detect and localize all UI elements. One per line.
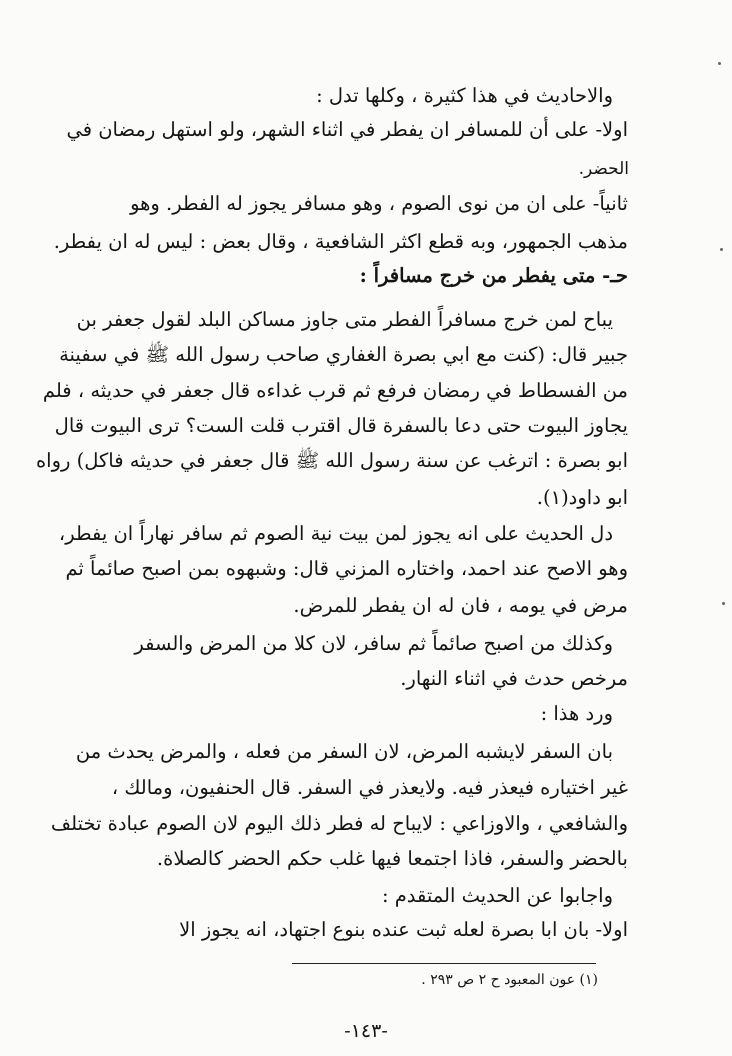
text-line-2: اولا- على أن للمسافر ان يفطر في اثناء الشهر، ولو استهل رمضان في [66, 118, 628, 141]
text-line-10: يجاوز البيوت حتى دعا بالسفرة قال اقترب قلت الست؟ ترى البيوت قال [54, 414, 628, 437]
text-line-18: ورد هذا : [540, 702, 613, 725]
section-heading: حـ- متى يفطر من خرج مسافراً : [359, 264, 628, 287]
text-line-7: يباح لمن خرج مسافراً الفطر متى جاوز مساكن البلد لقول جعفر بن [76, 308, 613, 331]
text-line-16: وكذلك من اصبح صائماً ثم سافر، لان كلا من المرض والسفر [134, 632, 613, 655]
scan-speck [722, 602, 725, 605]
text-line-1: والاحاديث في هذا كثيرة ، وكلها تدل : [316, 84, 613, 107]
text-line-4: ثانياً- على ان من نوى الصوم ، وهو مسافر يجوز له الفطر. وهو [130, 192, 628, 215]
text-line-13: دل الحديث على انه يجوز لمن بيت نية الصوم ثم سافر نهاراً ان يفطر، [58, 522, 613, 545]
scan-speck [720, 248, 723, 251]
text-line-3: الحضر. [578, 159, 629, 179]
text-line-9: من الفسطاط في رمضان فرفع ثم قرب غداءه قال جعفر في حديثه ، فلم [42, 379, 628, 402]
text-line-8: جبير قال: (كنت مع ابي بصرة الغفاري صاحب رسول الله ﷺ في سفينة [59, 343, 628, 366]
scan-speck [718, 62, 721, 65]
text-line-11: ابو بصرة : اترغب عن سنة رسول الله ﷺ قال جعفر في حديثه فاكل) رواه [35, 449, 628, 472]
text-line-20: غير اختياره فيعذر فيه. ولايعذر في السفر. قال الحنفيون، ومالك ، [111, 776, 628, 799]
text-line-17: مرخص حدث في اثناء النهار. [400, 667, 628, 690]
text-line-22: بالحضر والسفر، فاذا اجتمعا فيها غلب حكم الحضر كالصلاة. [156, 847, 628, 870]
text-line-24: اولا- بان ابا بصرة لعله ثبت عنده بنوع اجتهاد، انه يجوز الا [179, 918, 628, 941]
text-line-19: بان السفر لايشبه المرض، لان السفر من فعله ، والمرض يحدث من [75, 740, 613, 763]
text-line-15: مرض في يومه ، فان له ان يفطر للمرض. [293, 594, 628, 617]
page-number: -١٤٣- [344, 1020, 388, 1042]
footnote: (١) عون المعبود ح ٢ ص ٢٩٣ . [421, 972, 598, 988]
text-line-14: وهو الاصح عند احمد، واختاره المزني قال: وشبهوه بمن اصبح صائماً ثم [65, 557, 628, 580]
text-line-12: ابو داود(١). [536, 486, 628, 509]
text-line-5: مذهب الجمهور، وبه قطع اكثر الشافعية ، وقال بعض : ليس له ان يفطر. [53, 230, 628, 253]
footnote-divider [292, 963, 596, 964]
text-line-23: واجابوا عن الحديث المتقدم : [381, 884, 613, 907]
text-line-21: والشافعي ، والاوزاعي : لايباح له فطر ذلك اليوم لان الصوم عبادة تختلف [50, 812, 628, 835]
